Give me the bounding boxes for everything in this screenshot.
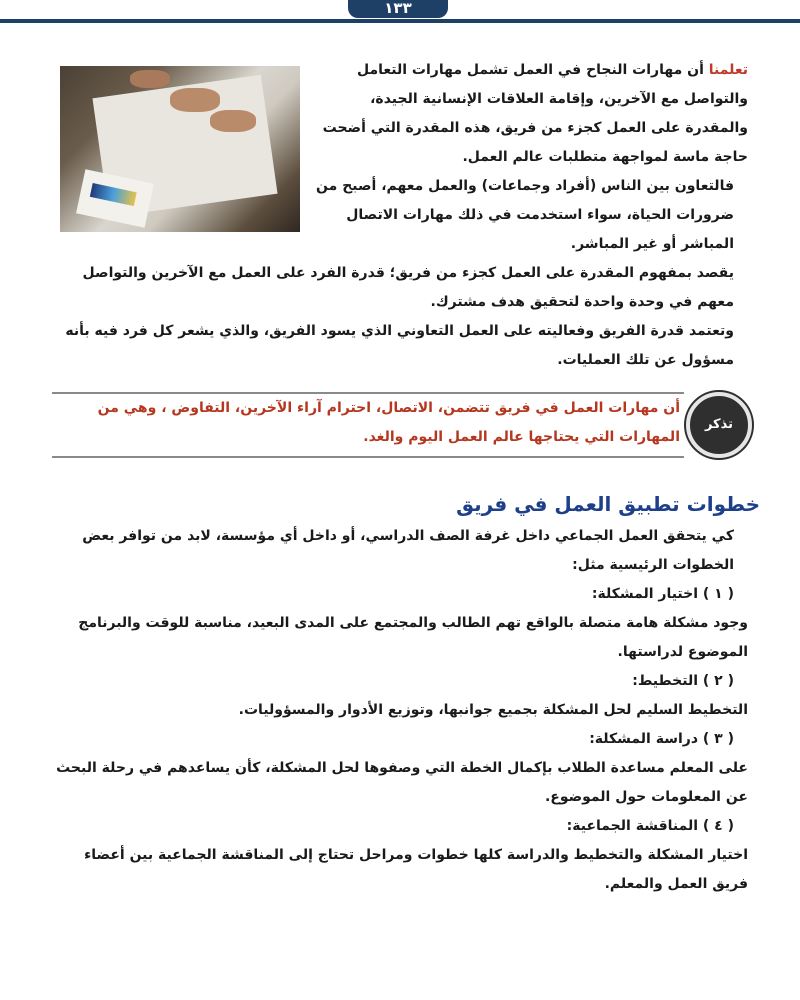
intro-paragraph-3: يقصد بمفهوم المقدرة على العمل كجزء من فريق؛ قدرة الفرد على العمل مع الآخرين والتواصل معهم في وحدة واحدة لتحقيق هدف مشترك. — [82, 265, 734, 310]
step-body-4: اختيار المشكلة والتخطيط والدراسة كلها خطوات ومراحل تحتاج إلى المناقشة الجماعية بين أعضاء فريق العمل والمعلم. — [84, 847, 748, 892]
header-rule — [0, 19, 800, 23]
remember-box — [52, 392, 752, 458]
page-number: ١٣٣ — [348, 0, 448, 18]
section-intro: كي يتحقق العمل الجماعي داخل غرفة الصف الدراسي، أو داخل أي مؤسسة، لابد من توافر بعض الخطوات الرئيسية مثل: — [82, 528, 734, 573]
intro-paragraph-2: فالتعاون بين الناس (أفراد وجماعات) والعمل معهم، أصبح من ضرورات الحياة، سواء استخدمت في ذلك مهارات الاتصال المباشر أو غير المباشر. — [316, 178, 734, 252]
steps-section — [52, 522, 748, 899]
lead-word: تعلمنا — [708, 62, 748, 78]
remember-text: أن مهارات العمل في فريق تتضمن، الاتصال، احترام آراء الآخرين، التفاوض ، وهي من المهارات التي يحتاجها عالم العمل اليوم والغد. — [97, 400, 680, 445]
section-title: خطوات تطبيق العمل في فريق — [456, 492, 760, 516]
step-heading-4: ( ٤ ) المناقشة الجماعية: — [566, 818, 734, 834]
photo-hand — [210, 110, 256, 132]
step-heading-1: ( ١ ) اختيار المشكلة: — [591, 586, 734, 602]
intro-paragraph-1 — [312, 56, 748, 172]
intro-text-1: أن مهارات النجاح في العمل تشمل مهارات التعامل والتواصل مع الآخرين، وإقامة العلاقات الإنسانية الجيدة، والمقدرة على العمل كجزء من فريق، هذه المقدرة التي أضحت حاجة ماسة لمواجهة متطلبات عالم العمل. — [322, 62, 748, 165]
photo-hand — [130, 70, 170, 88]
step-body-1: وجود مشكلة هامة متصلة بالواقع تهم الطالب والمجتمع على المدى البعيد، مناسبة للوقت والبرنامج الموضوع لدراستها. — [78, 615, 748, 660]
remember-rule-bottom — [52, 456, 684, 458]
intro-paragraph-4: وتعتمد قدرة الفريق وفعاليته على العمل التعاوني الذي يسود الفريق، والذي يشعر كل فرد فيه بأنه مسؤول عن تلك العمليات. — [65, 323, 734, 368]
step-body-2: التخطيط السليم لحل المشكلة بجميع جوانبها، وتوزيع الأدوار والمسؤوليات. — [238, 702, 748, 718]
step-body-3: على المعلم مساعدة الطلاب بإكمال الخطة التي وصفوها لحل المشكلة، كأن يساعدهم في رحلة البحث عن المعلومات حول الموضوع. — [56, 760, 748, 805]
photo-hand — [170, 88, 220, 112]
intro-paragraphs — [52, 172, 748, 375]
step-heading-3: ( ٣ ) دراسة المشكلة: — [589, 731, 734, 747]
remember-badge: تذكر — [686, 392, 752, 458]
step-heading-2: ( ٢ ) التخطيط: — [632, 673, 734, 689]
